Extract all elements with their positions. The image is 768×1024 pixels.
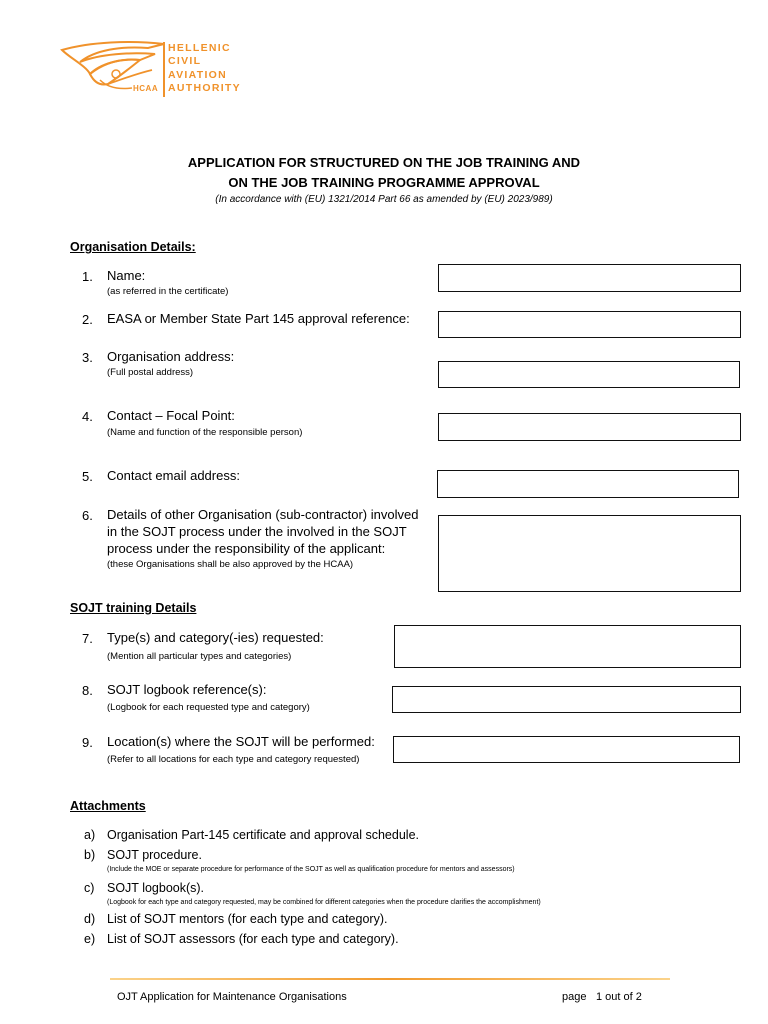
field-hint-address: (Full postal address) — [107, 367, 194, 378]
logo-text-line: AUTHORITY — [168, 82, 241, 94]
field-label-logbook: SOJT logbook reference(s): — [107, 682, 267, 697]
attachment-hint-logbook: (Logbook for each type and category requested, may be combined for different categories when the procedure clarifies the accomplishment) — [107, 899, 541, 906]
name-field[interactable] — [438, 264, 741, 292]
document-title-line-1: APPLICATION FOR STRUCTURED ON THE JOB TRAINING AND — [187, 155, 581, 170]
field-hint-logbook: (Logbook for each requested type and category) — [107, 702, 310, 713]
item-number: 5. — [82, 469, 93, 484]
field-label-subcontractor-line-3: process under the responsibility of the applicant: — [107, 541, 386, 556]
logo-acronym: HCAA — [133, 84, 159, 93]
footer-document-name: OJT Application for Maintenance Organisations — [117, 991, 347, 1003]
field-label-types: Type(s) and category(-ies) requested: — [107, 630, 324, 645]
attachment-letter: c) — [84, 881, 95, 895]
section-heading-sojt: SOJT training Details — [70, 601, 197, 615]
field-hint-locations: (Refer to all locations for each type and category requested) — [107, 754, 360, 765]
contact-focal-point-field[interactable] — [438, 413, 741, 441]
document-title-line-2: ON THE JOB TRAINING PROGRAMME APPROVAL — [228, 175, 540, 190]
field-label-email: Contact email address: — [107, 468, 240, 483]
attachment-letter: d) — [84, 912, 96, 926]
attachment-item-procedure: SOJT procedure. — [107, 848, 202, 862]
document-subtitle: (In accordance with (EU) 1321/2014 Part 66 as amended by (EU) 2023/989) — [215, 194, 553, 205]
item-number: 7. — [82, 631, 93, 646]
field-label-locations: Location(s) where the SOJT will be performed: — [107, 734, 375, 749]
section-heading-attachments: Attachments — [70, 799, 146, 813]
section-heading-organisation: Organisation Details: — [70, 240, 196, 254]
types-categories-field[interactable] — [394, 625, 741, 668]
attachment-item-mentors: List of SOJT mentors (for each type and category). — [107, 912, 388, 926]
item-number: 8. — [82, 683, 93, 698]
logbook-reference-field[interactable] — [392, 686, 741, 713]
footer-page-number: 1 out of 2 — [596, 991, 642, 1003]
attachment-letter: a) — [84, 828, 96, 842]
attachment-item-logbook: SOJT logbook(s). — [107, 881, 205, 895]
field-hint-types: (Mention all particular types and categories) — [107, 651, 292, 662]
item-number: 2. — [82, 312, 93, 327]
field-label-subcontractor-line-1: Details of other Organisation (sub-contractor) involved — [107, 507, 419, 522]
attachment-item-certificate: Organisation Part-145 certificate and approval schedule. — [107, 828, 419, 842]
attachment-letter: e) — [84, 932, 96, 946]
approval-reference-field[interactable] — [438, 311, 741, 338]
field-hint-subcontractor: (these Organisations shall be also approved by the HCAA) — [107, 559, 354, 570]
item-number: 1. — [82, 269, 93, 284]
organisation-address-field[interactable] — [438, 361, 740, 388]
attachment-hint-procedure: (Include the MOE or separate procedure for performance of the SOJT as well as qualification procedure for mentors and assessors) — [107, 866, 515, 873]
footer-page-label: page — [562, 991, 587, 1003]
field-hint-name: (as referred in the certificate) — [107, 286, 229, 297]
field-label-subcontractor-line-2: in the SOJT process under the involved in the SOJT — [107, 524, 407, 539]
locations-field[interactable] — [393, 736, 740, 763]
footer-divider — [110, 978, 670, 980]
logo-text-line: HELLENIC — [168, 42, 231, 54]
logo-text-line: AVIATION — [168, 69, 228, 81]
field-label-contact: Contact – Focal Point: — [107, 408, 235, 423]
item-number: 6. — [82, 508, 93, 523]
subcontractor-details-field[interactable] — [438, 515, 741, 592]
attachment-letter: b) — [84, 848, 96, 862]
field-label-approval-reference: EASA or Member State Part 145 approval reference: — [107, 311, 410, 326]
field-label-address: Organisation address: — [107, 349, 235, 364]
logo-divider — [163, 42, 165, 97]
logo-text-line: CIVIL — [168, 55, 202, 67]
contact-email-field[interactable] — [437, 470, 739, 498]
item-number: 3. — [82, 350, 93, 365]
item-number: 9. — [82, 735, 93, 750]
item-number: 4. — [82, 409, 93, 424]
field-hint-contact: (Name and function of the responsible person) — [107, 427, 303, 438]
field-label-name: Name: — [107, 268, 146, 283]
attachment-item-assessors: List of SOJT assessors (for each type and category). — [107, 932, 399, 946]
